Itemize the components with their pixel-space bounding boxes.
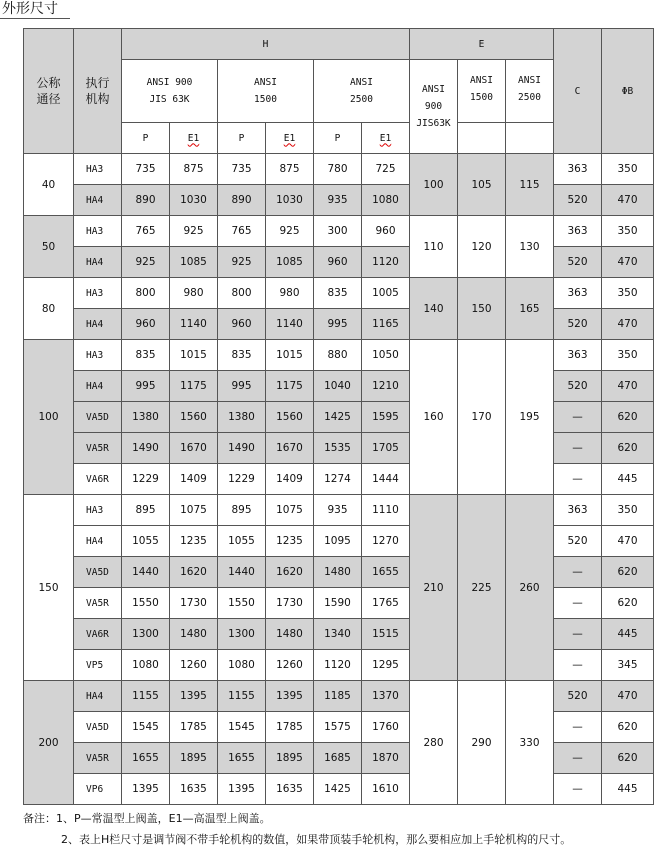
phi-b-value-cell: 345 [602, 650, 654, 681]
h-value-cell: 1765 [362, 588, 410, 619]
h-value-cell: 1015 [266, 340, 314, 371]
p-header: P [314, 123, 362, 154]
h-value-cell: 960 [314, 247, 362, 278]
page-title: 外形尺寸 [2, 1, 58, 17]
table-row [24, 526, 654, 557]
h-value-cell: 995 [314, 309, 362, 340]
e-value-cell: 195 [506, 340, 554, 495]
e-class-ansi1500: ANSI 1500 [458, 60, 506, 123]
phi-b-value-cell: 620 [602, 402, 654, 433]
actuator-cell: VA5D [74, 402, 122, 433]
e-value-cell: 260 [506, 495, 554, 681]
h-class-ansi1500: ANSI 1500 [218, 60, 314, 123]
c-value-cell: 520 [554, 247, 602, 278]
table-row [24, 216, 654, 247]
phi-b-value-cell: 470 [602, 185, 654, 216]
e-value-cell: 330 [506, 681, 554, 805]
table-row [24, 681, 654, 712]
nominal-size-cell: 80 [24, 278, 74, 340]
h-value-cell: 1080 [218, 650, 266, 681]
h-value-cell: 1015 [170, 340, 218, 371]
h-value-cell: 895 [218, 495, 266, 526]
nominal-size-cell: 100 [24, 340, 74, 495]
h-value-cell: 1050 [362, 340, 410, 371]
h-value-cell: 1300 [122, 619, 170, 650]
h-value-cell: 1895 [266, 743, 314, 774]
h-value-cell: 1075 [170, 495, 218, 526]
c-value-cell: 520 [554, 371, 602, 402]
actuator-cell: HA4 [74, 681, 122, 712]
phi-b-value-cell: 350 [602, 216, 654, 247]
h-value-cell: 1550 [218, 588, 266, 619]
title-divider [0, 18, 70, 19]
h-value-cell: 895 [122, 495, 170, 526]
h-value-cell: 1760 [362, 712, 410, 743]
c-value-cell: 520 [554, 309, 602, 340]
h-value-cell: 800 [218, 278, 266, 309]
h-value-cell: 935 [314, 185, 362, 216]
h-value-cell: 1005 [362, 278, 410, 309]
phi-b-value-cell: 470 [602, 526, 654, 557]
h-value-cell: 1635 [170, 774, 218, 805]
h-value-cell: 1235 [170, 526, 218, 557]
e-value-cell: 150 [458, 278, 506, 340]
h-value-cell: 1490 [122, 433, 170, 464]
e-value-cell: 280 [410, 681, 458, 805]
h-value-cell: 1055 [218, 526, 266, 557]
phi-b-header: ΦB [602, 29, 654, 154]
c-value-cell: 520 [554, 526, 602, 557]
actuator-cell: VA5D [74, 557, 122, 588]
notes [23, 808, 571, 850]
h-value-cell: 1635 [266, 774, 314, 805]
e-value-cell: 100 [410, 154, 458, 216]
table-row [24, 185, 654, 216]
h-value-cell: 1480 [314, 557, 362, 588]
phi-b-value-cell: 470 [602, 681, 654, 712]
h-value-cell: 1655 [362, 557, 410, 588]
actuator-cell: HA3 [74, 340, 122, 371]
actuator-cell: VA5D [74, 712, 122, 743]
phi-b-value-cell: 445 [602, 464, 654, 495]
h-value-cell: 1610 [362, 774, 410, 805]
actuator-cell: VA6R [74, 619, 122, 650]
actuator-cell: HA4 [74, 309, 122, 340]
h-value-cell: 1685 [314, 743, 362, 774]
h-value-cell: 960 [362, 216, 410, 247]
actuator-cell: HA4 [74, 247, 122, 278]
h-value-cell: 1080 [122, 650, 170, 681]
h-value-cell: 1095 [314, 526, 362, 557]
e-value-cell: 130 [506, 216, 554, 278]
h-value-cell: 1274 [314, 464, 362, 495]
h-value-cell: 1730 [170, 588, 218, 619]
actuator-cell: VP5 [74, 650, 122, 681]
h-value-cell: 1155 [122, 681, 170, 712]
h-value-cell: 1545 [218, 712, 266, 743]
phi-b-value-cell: 350 [602, 154, 654, 185]
e-value-cell: 210 [410, 495, 458, 681]
c-value-cell: — [554, 712, 602, 743]
e-value-cell: 115 [506, 154, 554, 216]
h-value-cell: 1425 [314, 774, 362, 805]
h-value-cell: 1140 [170, 309, 218, 340]
h-value-cell: 980 [266, 278, 314, 309]
actuator-cell: HA3 [74, 154, 122, 185]
h-value-cell: 1785 [170, 712, 218, 743]
nominal-size-header: 公称 通径 [24, 29, 74, 154]
nominal-size-cell: 200 [24, 681, 74, 805]
table-row [24, 712, 654, 743]
actuator-cell: VA5R [74, 588, 122, 619]
h-value-cell: 1380 [122, 402, 170, 433]
h-value-cell: 935 [314, 495, 362, 526]
h-value-cell: 1425 [314, 402, 362, 433]
h-value-cell: 880 [314, 340, 362, 371]
h-value-cell: 1620 [266, 557, 314, 588]
e-value-cell: 165 [506, 278, 554, 340]
h-value-cell: 995 [122, 371, 170, 402]
c-value-cell: 363 [554, 340, 602, 371]
c-value-cell: 520 [554, 681, 602, 712]
h-value-cell: 1490 [218, 433, 266, 464]
e1-header: E1 [170, 123, 218, 154]
phi-b-value-cell: 620 [602, 588, 654, 619]
note-1: 备注：1、P—常温型上阀盖，E1—高温型上阀盖。 [23, 812, 271, 825]
h-value-cell: 1165 [362, 309, 410, 340]
nominal-size-cell: 50 [24, 216, 74, 278]
h-value-cell: 1395 [122, 774, 170, 805]
h-value-cell: 1085 [266, 247, 314, 278]
c-value-cell: — [554, 402, 602, 433]
p-header: P [122, 123, 170, 154]
table-row [24, 588, 654, 619]
nominal-size-cell: 150 [24, 495, 74, 681]
e-value-cell: 140 [410, 278, 458, 340]
table-row [24, 309, 654, 340]
table-row [24, 495, 654, 526]
h-value-cell: 1080 [362, 185, 410, 216]
c-value-cell: 363 [554, 216, 602, 247]
h-value-cell: 890 [122, 185, 170, 216]
h-value-cell: 925 [266, 216, 314, 247]
actuator-header: 执行 机构 [74, 29, 122, 154]
c-value-cell: — [554, 557, 602, 588]
h-value-cell: 1595 [362, 402, 410, 433]
nominal-size-cell: 40 [24, 154, 74, 216]
h-value-cell: 925 [122, 247, 170, 278]
table-row [24, 650, 654, 681]
c-header: C [554, 29, 602, 154]
c-value-cell: 520 [554, 185, 602, 216]
phi-b-value-cell: 620 [602, 743, 654, 774]
h-value-cell: 1085 [170, 247, 218, 278]
h-value-cell: 1550 [122, 588, 170, 619]
e-header: E [410, 29, 554, 60]
actuator-cell: HA3 [74, 216, 122, 247]
e-header-blank [458, 123, 506, 154]
table-row [24, 743, 654, 774]
h-value-cell: 1655 [122, 743, 170, 774]
phi-b-value-cell: 350 [602, 278, 654, 309]
phi-b-value-cell: 620 [602, 433, 654, 464]
p-header: P [218, 123, 266, 154]
c-value-cell: — [554, 433, 602, 464]
actuator-cell: VP6 [74, 774, 122, 805]
h-value-cell: 1340 [314, 619, 362, 650]
phi-b-value-cell: 350 [602, 495, 654, 526]
h-value-cell: 835 [122, 340, 170, 371]
c-value-cell: — [554, 774, 602, 805]
h-value-cell: 1229 [122, 464, 170, 495]
table-row [24, 340, 654, 371]
h-header: H [122, 29, 410, 60]
h-value-cell: 1185 [314, 681, 362, 712]
h-value-cell: 1260 [266, 650, 314, 681]
table-row [24, 774, 654, 805]
e-class-ansi900: ANSI 900 JIS63K [410, 60, 458, 154]
phi-b-value-cell: 620 [602, 712, 654, 743]
h-value-cell: 835 [314, 278, 362, 309]
h-value-cell: 1030 [170, 185, 218, 216]
h-value-cell: 1270 [362, 526, 410, 557]
e-value-cell: 160 [410, 340, 458, 495]
c-value-cell: 363 [554, 154, 602, 185]
h-value-cell: 735 [122, 154, 170, 185]
h-value-cell: 765 [122, 216, 170, 247]
e-value-cell: 170 [458, 340, 506, 495]
h-value-cell: 1300 [218, 619, 266, 650]
h-value-cell: 1785 [266, 712, 314, 743]
h-value-cell: 1380 [218, 402, 266, 433]
h-value-cell: 1409 [266, 464, 314, 495]
h-value-cell: 1620 [170, 557, 218, 588]
table-row [24, 371, 654, 402]
h-class-ansi900: ANSI 900 JIS 63K [122, 60, 218, 123]
phi-b-value-cell: 470 [602, 371, 654, 402]
h-value-cell: 1175 [170, 371, 218, 402]
h-value-cell: 1560 [266, 402, 314, 433]
table-row [24, 154, 654, 185]
h-value-cell: 1480 [266, 619, 314, 650]
actuator-cell: HA3 [74, 495, 122, 526]
h-value-cell: 765 [218, 216, 266, 247]
h-value-cell: 1075 [266, 495, 314, 526]
h-value-cell: 1040 [314, 371, 362, 402]
h-value-cell: 960 [218, 309, 266, 340]
e-value-cell: 120 [458, 216, 506, 278]
c-value-cell: 363 [554, 495, 602, 526]
h-value-cell: 1055 [122, 526, 170, 557]
actuator-cell: HA3 [74, 278, 122, 309]
h-value-cell: 995 [218, 371, 266, 402]
dimension-table [23, 28, 654, 805]
h-value-cell: 875 [170, 154, 218, 185]
actuator-cell: VA5R [74, 433, 122, 464]
h-value-cell: 1175 [266, 371, 314, 402]
h-value-cell: 1409 [170, 464, 218, 495]
h-value-cell: 1030 [266, 185, 314, 216]
e-value-cell: 110 [410, 216, 458, 278]
actuator-cell: VA5R [74, 743, 122, 774]
h-value-cell: 800 [122, 278, 170, 309]
actuator-cell: VA6R [74, 464, 122, 495]
e-value-cell: 290 [458, 681, 506, 805]
h-value-cell: 1670 [170, 433, 218, 464]
h-value-cell: 1870 [362, 743, 410, 774]
c-value-cell: — [554, 650, 602, 681]
h-value-cell: 1229 [218, 464, 266, 495]
h-value-cell: 1440 [218, 557, 266, 588]
c-value-cell: — [554, 588, 602, 619]
phi-b-value-cell: 445 [602, 619, 654, 650]
h-value-cell: 780 [314, 154, 362, 185]
h-value-cell: 1590 [314, 588, 362, 619]
table-row [24, 464, 654, 495]
h-value-cell: 1235 [266, 526, 314, 557]
h-value-cell: 1210 [362, 371, 410, 402]
table-row [24, 557, 654, 588]
h-value-cell: 1730 [266, 588, 314, 619]
e1-header: E1 [362, 123, 410, 154]
h-class-ansi2500: ANSI 2500 [314, 60, 410, 123]
h-value-cell: 1444 [362, 464, 410, 495]
table-row [24, 402, 654, 433]
h-value-cell: 1440 [122, 557, 170, 588]
h-value-cell: 835 [218, 340, 266, 371]
h-value-cell: 925 [218, 247, 266, 278]
e1-header: E1 [266, 123, 314, 154]
e-class-ansi2500: ANSI 2500 [506, 60, 554, 123]
h-value-cell: 1480 [170, 619, 218, 650]
c-value-cell: — [554, 464, 602, 495]
table-row [24, 433, 654, 464]
table-row [24, 278, 654, 309]
phi-b-value-cell: 470 [602, 247, 654, 278]
h-value-cell: 1110 [362, 495, 410, 526]
h-value-cell: 1395 [266, 681, 314, 712]
phi-b-value-cell: 445 [602, 774, 654, 805]
phi-b-value-cell: 470 [602, 309, 654, 340]
h-value-cell: 1260 [170, 650, 218, 681]
c-value-cell: 363 [554, 278, 602, 309]
e-header-blank [506, 123, 554, 154]
h-value-cell: 1515 [362, 619, 410, 650]
h-value-cell: 890 [218, 185, 266, 216]
table-row [24, 247, 654, 278]
h-value-cell: 1670 [266, 433, 314, 464]
h-value-cell: 1155 [218, 681, 266, 712]
h-value-cell: 925 [170, 216, 218, 247]
phi-b-value-cell: 620 [602, 557, 654, 588]
h-value-cell: 300 [314, 216, 362, 247]
c-value-cell: — [554, 619, 602, 650]
h-value-cell: 1545 [122, 712, 170, 743]
h-value-cell: 735 [218, 154, 266, 185]
c-value-cell: — [554, 743, 602, 774]
h-value-cell: 980 [170, 278, 218, 309]
h-value-cell: 1120 [362, 247, 410, 278]
phi-b-value-cell: 350 [602, 340, 654, 371]
h-value-cell: 1370 [362, 681, 410, 712]
h-value-cell: 1395 [218, 774, 266, 805]
table-row [24, 619, 654, 650]
h-value-cell: 1560 [170, 402, 218, 433]
actuator-cell: HA4 [74, 185, 122, 216]
e-value-cell: 225 [458, 495, 506, 681]
h-value-cell: 1535 [314, 433, 362, 464]
h-value-cell: 1120 [314, 650, 362, 681]
h-value-cell: 875 [266, 154, 314, 185]
actuator-cell: HA4 [74, 526, 122, 557]
h-value-cell: 725 [362, 154, 410, 185]
e-value-cell: 105 [458, 154, 506, 216]
h-value-cell: 1295 [362, 650, 410, 681]
actuator-cell: HA4 [74, 371, 122, 402]
h-value-cell: 960 [122, 309, 170, 340]
note-2: 2、表上H栏尺寸是调节阀不带手轮机构的数值，如果带顶装手轮机构，那么要相应加上手轮机构的尺寸。 [61, 833, 572, 846]
h-value-cell: 1895 [170, 743, 218, 774]
h-value-cell: 1705 [362, 433, 410, 464]
h-value-cell: 1140 [266, 309, 314, 340]
h-value-cell: 1395 [170, 681, 218, 712]
h-value-cell: 1655 [218, 743, 266, 774]
h-value-cell: 1575 [314, 712, 362, 743]
